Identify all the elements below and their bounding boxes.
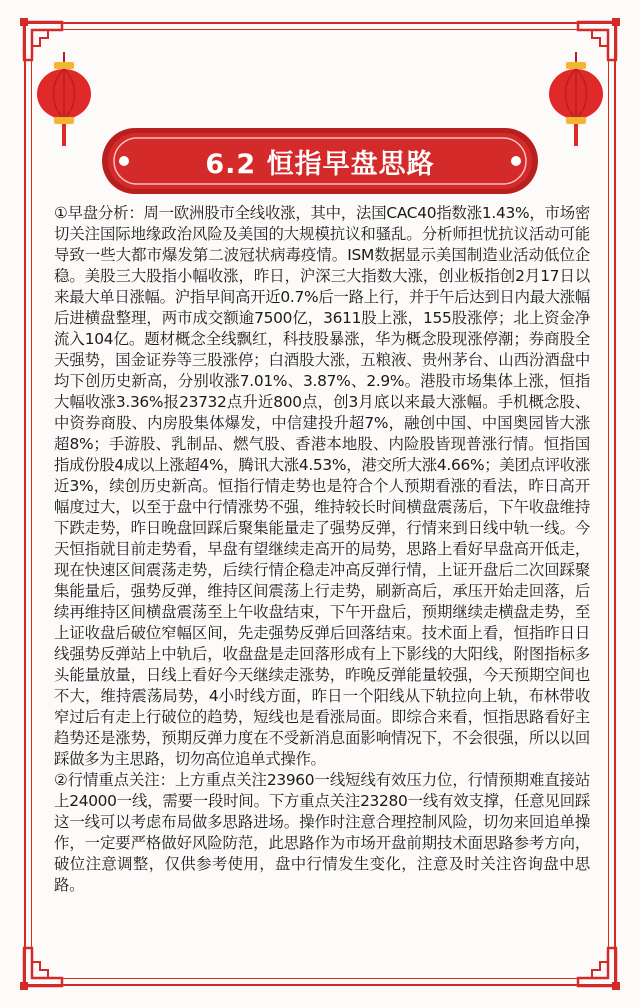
- corner-ornament-icon: [562, 932, 622, 992]
- lantern-icon: [32, 52, 96, 148]
- page-title: 6.2 恒指早盘思路: [205, 148, 435, 180]
- paragraph-key-levels: ②行情重点关注：上方重点关注23960一线短线有效压力位，行情预期难直接站上24000一线，需要一段时间。下方重点关注23280一线有效支撑，任意见回踩这一线可以考虑布局做多思路进场。操作时注意合理控制风险，切勿来回追单操作，一定要严格做好风险防范，此思路作为市场开盘前期技术面思路参考方向，破位注意调整，仅供参考使用，盘中行情发生变化，注意及时关注咨询盘中思路。: [54, 771, 590, 894]
- analysis-body: [54, 203, 590, 896]
- paragraph-market-analysis: ①早盘分析：周一欧洲股市全线收涨，其中，法国CAC40指数涨1.43%，市场密切关注国际地缘政治风险及美国的大规模抗议和骚乱。分析师担忧抗议活动可能导致一些大都市爆发第二波冠状病毒疫情。ISM数据显示美国制造业活动低位企稳。美股三大股指小幅收涨，昨日，沪深三大指数大涨，创业板指创2月17日以来最大单日涨幅。沪指早间高开近0.7%后一路上行，并于午后达到日内最大涨幅后进横盘整理，两市成交额逾7500亿，3611股上涨，155股涨停；北上资金净流入104亿。题材概念全线飘红，科技股暴涨，华为概念股现涨停潮；券商股全天强势，国金证券等三股涨停；白酒股大涨，五粮液、贵州茅台、山西汾酒盘中均下创历史新高，分别收涨7.01%、3.87%、2.9%。港股市场集体上涨，恒指大幅收涨3.36%报23732点升近800点，创3月底以来最大涨幅。手机概念股、中资券商股、内房股集体爆发，中信建投升超7%，融创中国、中国奥园皆大涨超8%；手游股、乳制品、燃气股、香港本地股、内险股皆现普涨行情。恒指国指成份股4成以上涨超4%，腾讯大涨4.53%，港交所大涨4.66%；美团点评收涨近3%，续创历史新高。恒指行情走势也是符合个人预期看涨的看法，昨日高开幅度过大，以至于盘中行情涨势不强，维持较长时间横盘震荡后，下午收盘维持下跌走势，昨日晚盘回踩后聚集能量走了强势反弹，行情来到日线中轨一线。今天恒指就目前走势看，早盘有望继续走高开的局势，思路上看好早盘高开低走，现在快速区间震荡走势，后续行情企稳走冲高反弹行情，上证开盘后二次回踩聚集能量后，强势反弹，维持区间震荡上行走势，刷新高后，承压开始走回落，后续再维持区间横盘震荡至上午收盘结束，下午开盘后，预期继续走横盘走势，至上证收盘后破位窄幅区间，先走强势反弹后回落结束。技术面上看，恒指昨日日线强势反弹站上中轨后，收盘盘是走回落形成有上下影线的大阳线，附图指标多头能量放量，日线上看好今天继续走涨势，昨晚反弹能量较强，今天预期空间也不大，维持震荡局势，4小时线方面，昨日一个阳线从下轨拉向上轨，布林带收窄过后有走上行破位的趋势，短线也是看涨局面。即综合来看，恒指思路看好主趋势还是涨势，预期反弹力度在不受新消息面影响情况下，不会很强，所以以回踩做多为主思路，切勿高位追单式操作。: [54, 204, 590, 768]
- corner-ornament-icon: [18, 932, 78, 992]
- lantern-icon: [544, 52, 608, 148]
